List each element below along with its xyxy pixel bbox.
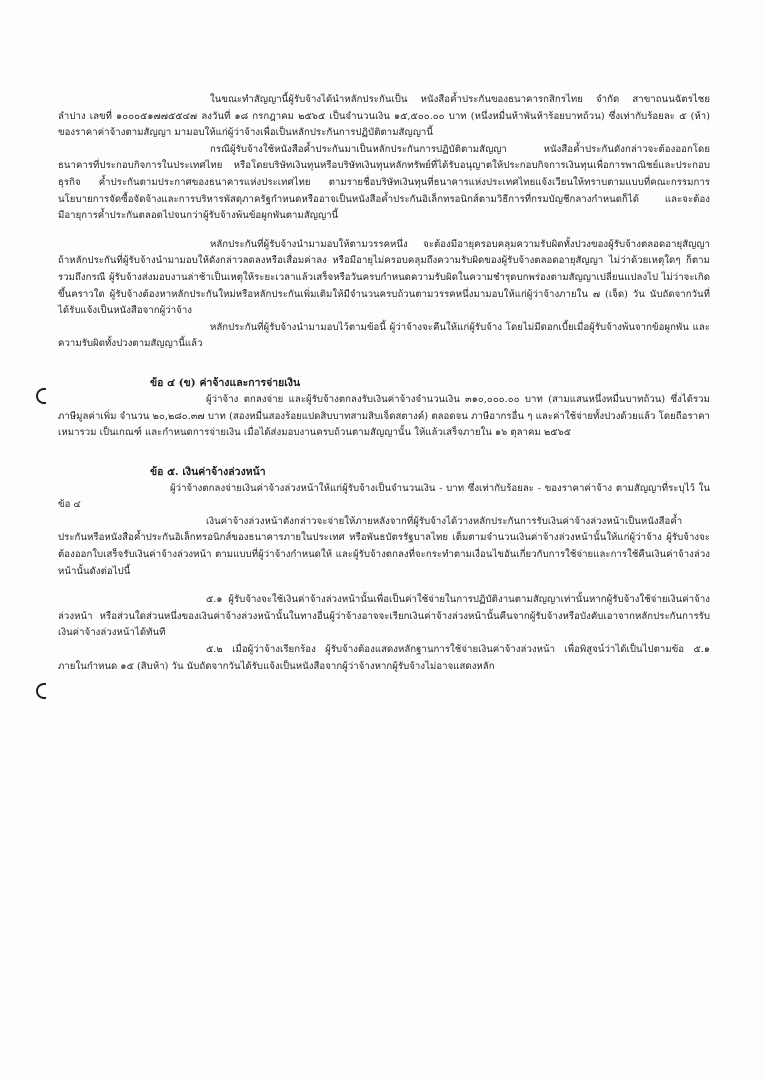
paragraph-guarantee-letter: กรณีผู้รับจ้างใช้หนังสือค้ำประกันมาเป็นหลักประกันการปฏิบัติตามสัญญา หนังสือค้ำประกันดังกล่าวจะต้องออกโดยธนาคารที่ประกอบกิจการในประเทศไทย หรือโดยบริษัทเงินทุนหรือบริษัทเงินทุนหลักทรัพย์ที่ได้รับอนุญาตให้ประกอบกิจการเงินทุนเพื่อการพาณิชย์และประกอบธุรกิจ ค้ำประกันตามประกาศของธนาคารแห่งประเทศไทย ตามรายชื่อบริษัทเงินทุนที่ธนาคารแห่งประเทศไทยแจ้งเวียนให้ทราบตามแบบที่คณะกรรมการนโยบายการจัดซื้อจัดจ้างและการบริหารพัสดุภาครัฐกำหนดหรืออาจเป็นหนังสือค้ำประกันอิเล็กทรอนิกส์ตามวิธีการที่กรมบัญชีกลางกำหนดก็ได้ และจะต้องมีอายุการค้ำประกันตลอดไปจนกว่าผู้รับจ้างพ้นข้อผูกพันตามสัญญานี้ xyxy=(58,143,710,222)
document-body xyxy=(58,92,710,675)
clause-5-heading: ข้อ ๕. เงินค่าจ้างล่วงหน้า xyxy=(150,465,266,478)
paragraph-guarantee-coverage: หลักประกันที่ผู้รับจ้างนำมามอบให้ตามวรรคหนึ่ง จะต้องมีอายุครอบคลุมความรับผิดทั้งปวงของผู้รับจ้างตลอดอายุสัญญา ถ้าหลักประกันที่ผู้รับจ้างนำมามอบให้ดังกล่าวลดลงหรือเสื่อมค่าลง หรือมีอายุไม่ครอบคลุมถึงความรับผิดของผู้รับจ้างตลอดอายุสัญญา ไม่ว่าด้วยเหตุใดๆ ก็ตาม รวมถึงกรณี ผู้รับจ้างส่งมอบงานล่าช้าเป็นเหตุให้ระยะเวลาแล้วเสร็จหรือวันครบกำหนดความรับผิดในความชำรุดบกพร่องตามสัญญาเปลี่ยนแปลงไป ไม่ว่าจะเกิดขึ้นคราวใด ผู้รับจ้างต้องหาหลักประกันใหม่หรือหลักประกันเพิ่มเติมให้มีจำนวนครบถ้วนตามวรรคหนึ่งมามอบให้แก่ผู้ว่าจ้างภายใน ๗ (เจ็ด) วัน นับถัดจากวันที่ได้รับแจ้งเป็นหนังสือจากผู้ว่าจ้าง xyxy=(58,238,710,317)
paragraph-payment: ผู้ว่าจ้าง ตกลงจ่าย และผู้รับจ้างตกลงรับเงินค่าจ้างจำนวนเงิน ๓๑๐,๐๐๐.๐๐ บาท (สามแสนหนึ่งหมื่นบาทถ้วน) ซึ่งได้รวมภาษีมูลค่าเพิ่ม จำนวน ๒๐,๒๘๐.๓๗ บาท (สองหมื่นสองร้อยแปดสิบบาทสามสิบเจ็ดสตางค์) ตลอดจน ภาษีอากรอื่น ๆ และค่าใช้จ่ายทั้งปวงด้วยแล้ว โดยถือราคาเหมารวม เป็นเกณฑ์ และกำหนดการจ่ายเงิน เมื่อได้ส่งมอบงานครบถ้วนตามสัญญานั้น ให้แล้วเสร็จภายใน ๑๖ ตุลาคม ๒๕๖๕ xyxy=(58,393,710,439)
paragraph-advance-payment: ผู้ว่าจ้างตกลงจ่ายเงินค่าจ้างล่วงหน้าให้แก่ผู้รับจ้างเป็นจำนวนเงิน - บาท ซึ่งเท่ากับร้อยละ - ของราคาค่าจ้าง ตามสัญญาที่ระบุไว้ ในข้อ ๔ xyxy=(58,482,710,511)
paragraph-advance-conditions: เงินค่าจ้างล่วงหน้าดังกล่าวจะจ่ายให้ภายหลังจากที่ผู้รับจ้างได้วางหลักประกันการรับเงินค่าจ้างล่วงหน้าเป็นหนังสือค้ำประกันหรือหนังสือค้ำประกันอิเล็กทรอนิกส์ของธนาคารภายในประเทศ หรือพันธบัตรรัฐบาลไทย เต็มตามจำนวนเงินค่าจ้างล่วงหน้านั้นให้แก่ผู้ว่าจ้าง ผู้รับจ้างจะต้องออกใบเสร็จรับเงินค่าจ้างล่วงหน้า ตามแบบที่ผู้ว่าจ้างกำหนดให้ และผู้รับจ้างตกลงที่จะกระทำตามเงื่อนไขอันเกี่ยวกับการใช้จ่ายและการใช้คืนเงินค่าจ้างล่วงหน้านั้นดังต่อไปนี้ xyxy=(58,515,710,577)
clause-4b-heading: ข้อ ๔ (ข) ค่าจ้างและการจ่ายเงิน xyxy=(150,376,301,389)
paragraph-clause-5-1: ๕.๑ ผู้รับจ้างจะใช้เงินค่าจ้างล่วงหน้านั้นเพื่อเป็นค่าใช้จ่ายในการปฏิบัติงานตามสัญญาเท่านั้นหากผู้รับจ้างใช้จ่ายเงินค่าจ้างล่วงหน้า หรือส่วนใดส่วนหนึ่งของเงินค่าจ้างล่วงหน้านั้นในทางอื่นผู้ว่าจ้างอาจจะเรียกเงินค่าจ้างล่วงหน้านั้นคืนจากผู้รับจ้างหรือบังคับเอาจากหลักประกันการรับเงินค่าจ้างล่วงหน้าได้ทันที xyxy=(58,594,710,639)
punch-hole-bottom xyxy=(36,683,46,699)
paragraph-guarantee: ในขณะทำสัญญานี้ผู้รับจ้างได้นำหลักประกันเป็น หนังสือค้ำประกันของธนาคารกสิกรไทย จำกัด สาขาถนนฉัตรไชย ลำปาง เลขที่ ๑๐๐๐๕๑๗๗๕๕๔๗ ลงวันที่ ๑๘ กรกฎาคม ๒๕๖๕ เป็นจำนวนเงิน ๑๕,๕๐๐.๐๐ บาท (หนึ่งหมื่นห้าพันห้าร้อยบาทถ้วน) ซึ่งเท่ากับร้อยละ ๕ (ห้า) ของราคาค่าจ้างตามสัญญา มามอบให้แก่ผู้ว่าจ้างเพื่อเป็นหลักประกันการปฏิบัติตามสัญญานี้ xyxy=(58,94,710,139)
paragraph-clause-5-2: ๕.๒ เมื่อผู้ว่าจ้างเรียกร้อง ผู้รับจ้างต้องแสดงหลักฐานการใช้จ่ายเงินค่าจ้างล่วงหน้า เพื่อพิสูจน์ว่าได้เป็นไปตามข้อ ๕.๑ ภายในกำหนด ๑๕ (สิบห้า) วัน นับถัดจากวันได้รับแจ้งเป็นหนังสือจากผู้ว่าจ้างหากผู้รับจ้างไม่อาจแสดงหลัก xyxy=(58,644,710,672)
paragraph-guarantee-return: หลักประกันที่ผู้รับจ้างนำมามอบไว้ตามข้อนี้ ผู้ว่าจ้างจะคืนให้แก่ผู้รับจ้าง โดยไม่มีดอกเบี้ยเมื่อผู้รับจ้างพ้นจากข้อผูกพัน และความรับผิดทั้งปวงตามสัญญานี้แล้ว xyxy=(58,321,710,350)
punch-hole-top xyxy=(36,388,46,404)
